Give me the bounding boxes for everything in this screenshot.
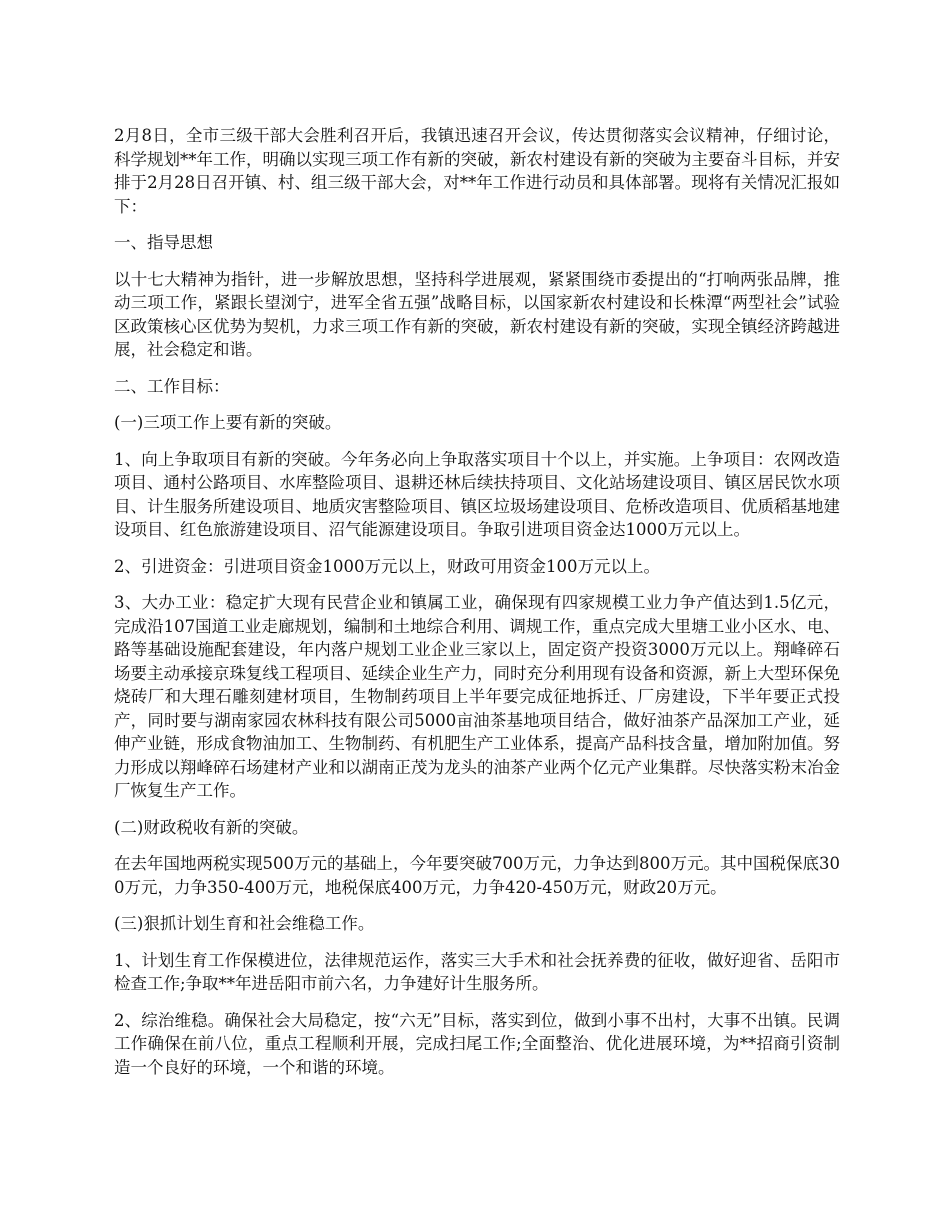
fiscal-tax-paragraph: 在去年国地两税实现500万元的基础上，今年要突破700万元，力争达到800万元。其中国税保底300万元，力争350-400万元，地税保底400万元，力争420-450万元，财政20万元。	[114, 854, 840, 897]
subheading-three-projects: (一)三项工作上要有新的突破。	[114, 413, 342, 432]
item-capital-introduction: 2、引进资金：引进项目资金1000万元以上，财政可用资金100万元以上。	[114, 556, 660, 576]
section-heading-work-goals: 二、工作目标：	[114, 376, 230, 396]
item-family-planning: 1、计划生育工作保模进位，法律规范运作，落实三大手术和社会抚养费的征收，做好迎省、岳阳市检查工作;争取**年进岳阳市前六名，力争建好计生服务所。	[114, 950, 840, 993]
intro-paragraph: 2月8日，全市三级干部大会胜利召开后，我镇迅速召开会议，传达贯彻落实会议精神，仔细讨论，科学规划**年工作，明确以实现三项工作有新的突破，新农村建设有新的突破为主要奋斗目标，并安排于2月28日召开镇、村、组三级干部大会，对**年工作进行动员和具体部署。现将有关情况汇报如下：	[114, 126, 840, 216]
item-project-funding: 1、向上争取项目有新的突破。今年务必向上争取落实项目十个以上，并实施。上争项目：农网改造项目、通村公路项目、水库整险项目、退耕还林后续扶持项目、文化站场建设项目、镇区居民饮水项目、计生服务所建设项目、地质灾害整险项目、镇区垃圾场建设项目、危桥改造项目、优质稻基地建设项目、红色旅游建设项目、沼气能源建设项目。争取引进项目资金达1000万元以上。	[114, 449, 840, 539]
guiding-thought-paragraph: 以十七大精神为指针，进一步解放思想，坚持科学进展观，紧紧围绕市委提出的“打响两张品牌，推动三项工作，紧跟长望浏宁，进军全省五强”战略目标，以国家新农村建设和长株潭“两型社会”试验区政策核心区优势为契机，力求三项工作有新的突破，新农村建设有新的突破，实现全镇经济跨越进展，社会稳定和谐。	[114, 269, 840, 359]
item-social-stability: 2、综治维稳。确保社会大局稳定，按“六无”目标，落实到位，做到小事不出村，大事不出镇。民调工作确保在前八位，重点工程顺利开展，完成扫尾工作;全面整治、优化进展环境，为**招商引资制造一个良好的环境，一个和谐的环境。	[114, 1010, 840, 1077]
subheading-fiscal-tax: (二)财政税收有新的突破。	[114, 817, 309, 837]
document-body	[114, 124, 840, 1092]
section-heading-guiding-thought: 一、指导思想	[114, 233, 213, 252]
subheading-family-planning-stability: (三)狠抓计划生育和社会维稳工作。	[114, 914, 375, 933]
item-industry-development: 3、大办工业：稳定扩大现有民营企业和镇属工业，确保现有四家规模工业力争产值达到1.5亿元，完成沿107国道工业走廊规划，编制和土地综合利用、调规工作，重点完成大里塘工业小区水、电、路等基础设施配套建设，年内落户规划工业企业三家以上，固定资产投资3000万元以上。翔峰碎石场要主动承接京珠复线工程项目、延续企业生产力，同时充分利用现有设备和资源，新上大型环保免烧砖厂和大理石雕刻建材项目，生物制药项目上半年要完成征地拆迁、厂房建设，下半年要正式投产，同时要与湖南家园农林科技有限公司5000亩油茶基地项目结合，做好油茶产品深加工产业，延伸产业链，形成食物油加工、生物制药、有机肥生产工业体系，提高产品科技含量，增加附加值。努力形成以翔峰碎石场建材产业和以湖南正茂为龙头的油茶产业两个亿元产业集群。尽快落实粉末冶金厂恢复生产工作。	[114, 593, 840, 800]
